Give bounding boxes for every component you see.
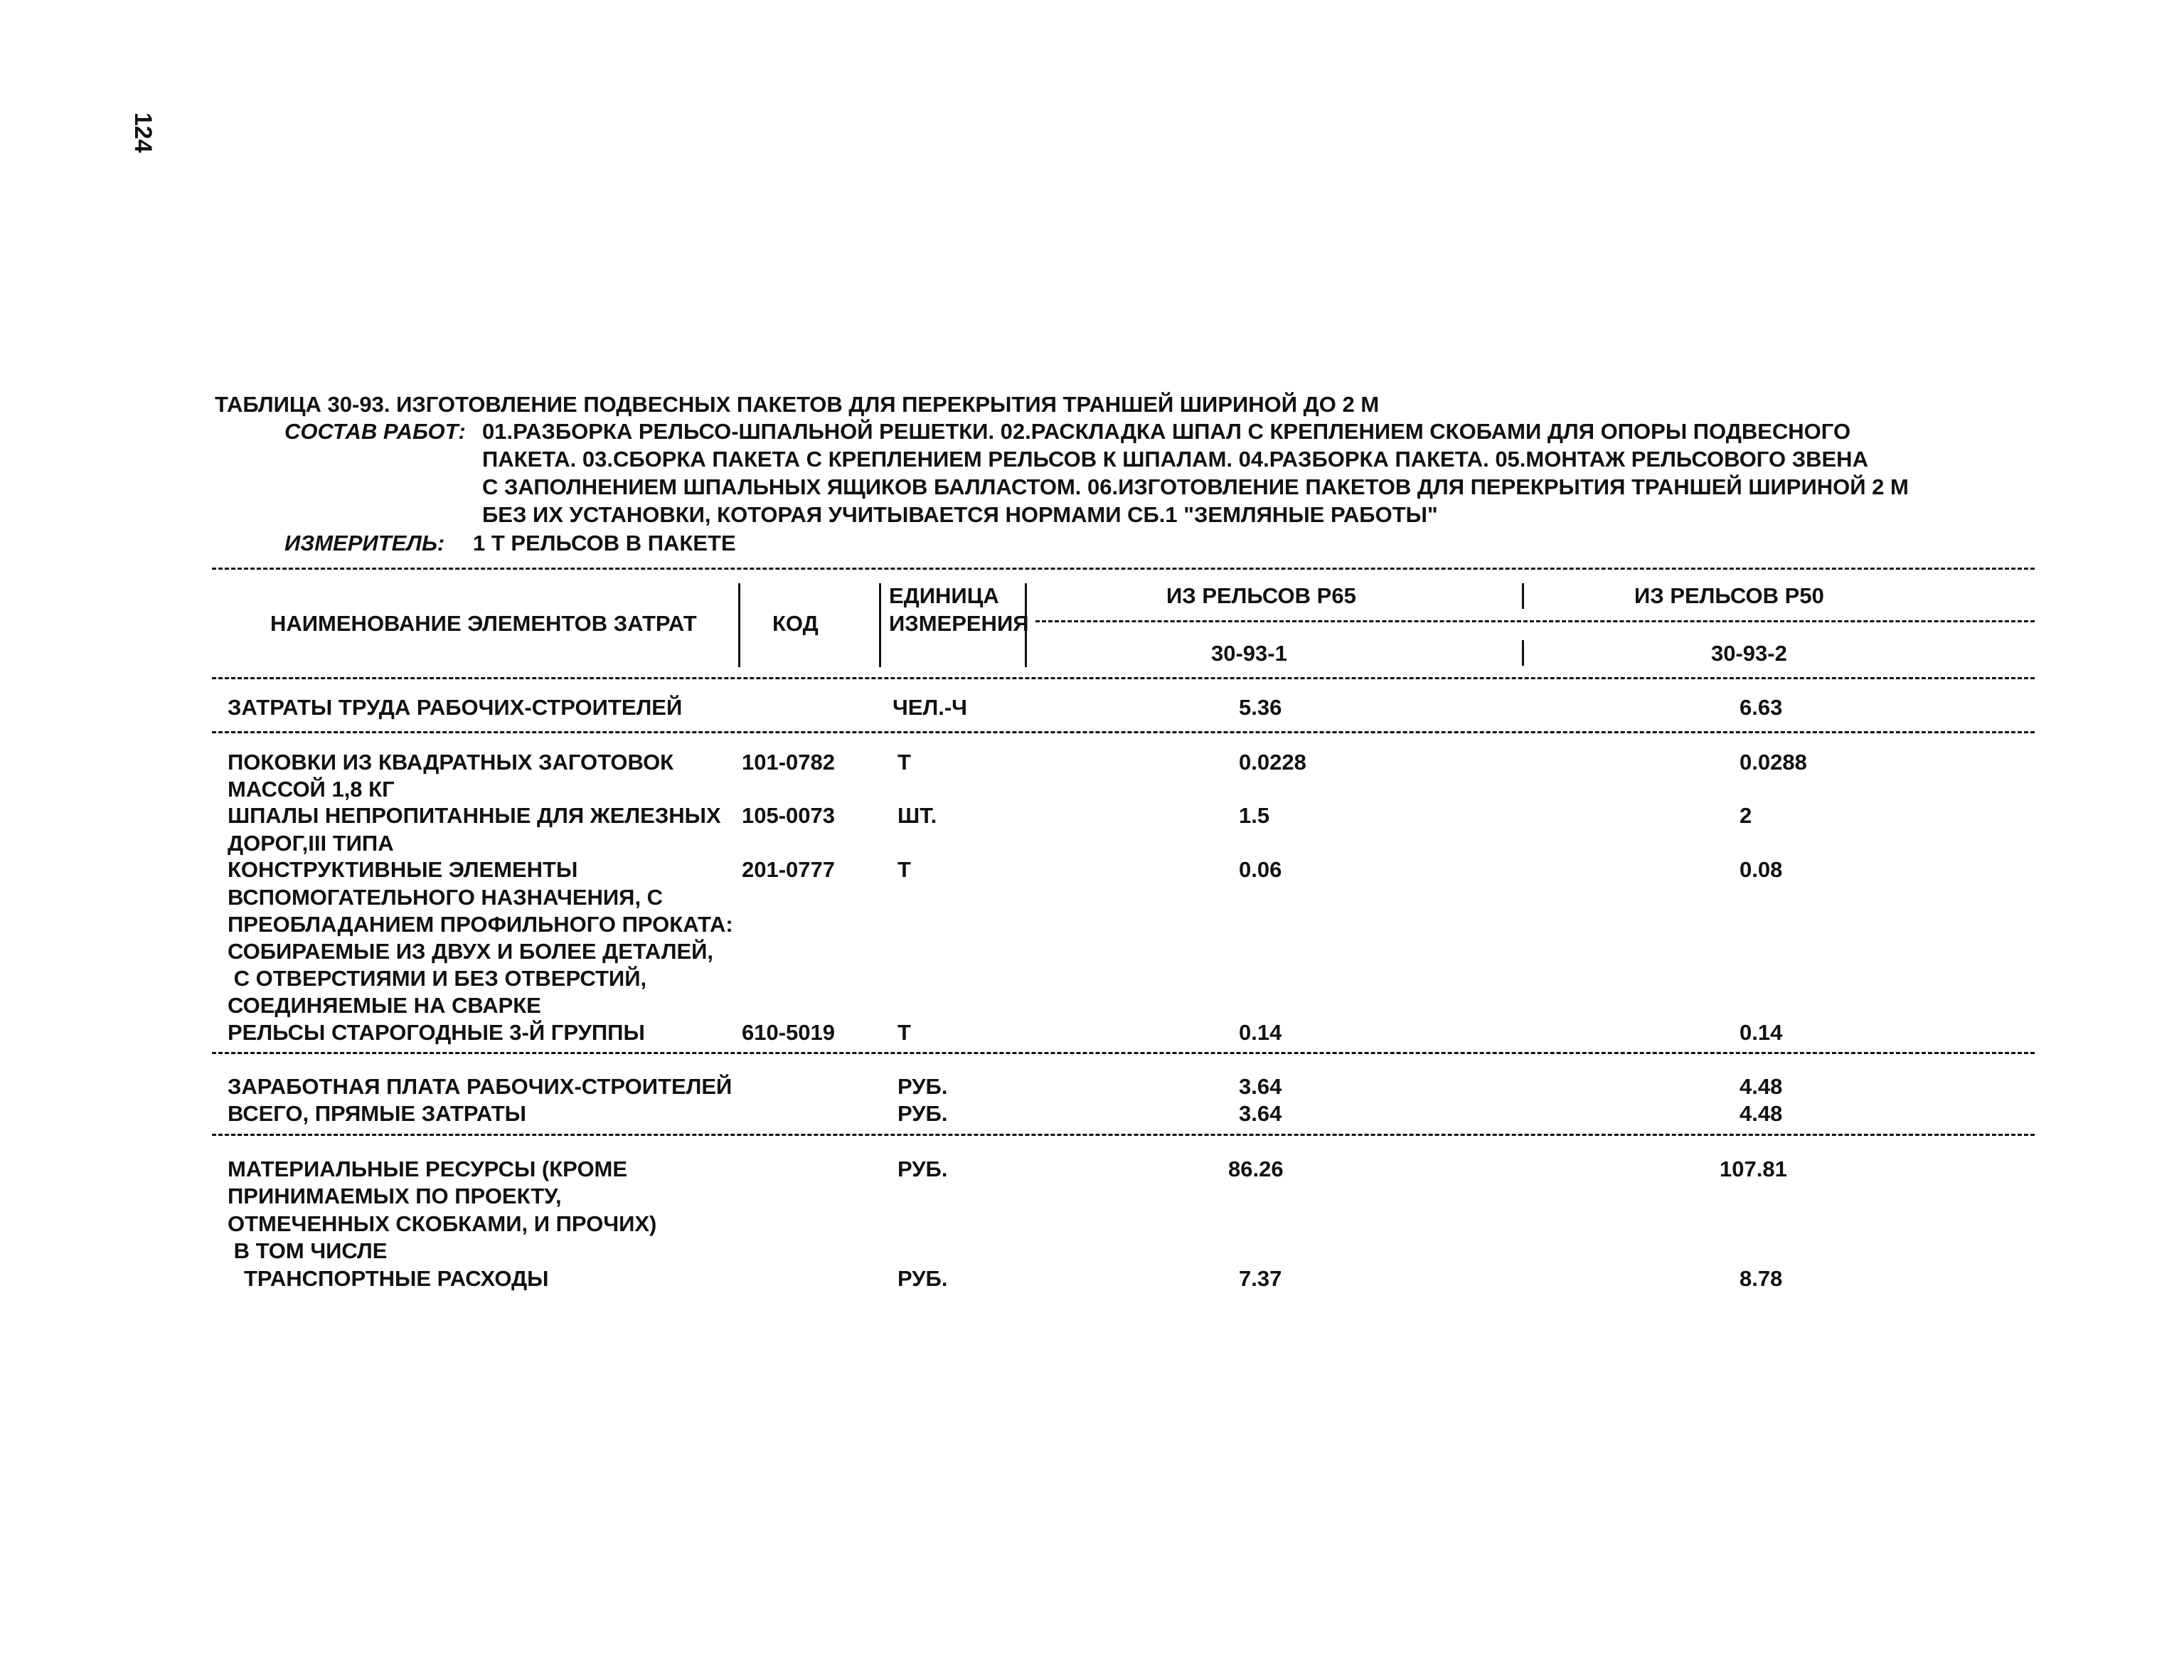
- row-forgings-code: 101-0782: [742, 750, 836, 775]
- header-col-30-93-1: 30-93-1: [1211, 641, 1287, 666]
- row-materials-v2: 107.81: [1720, 1157, 1787, 1181]
- row-structural-name-6: СОЕДИНЯЕМЫЕ НА СВАРКЕ: [228, 993, 541, 1018]
- row-labor-v2: 6.63: [1740, 695, 1783, 720]
- row-wages-unit: РУБ.: [897, 1074, 948, 1099]
- row-structural-name-1: КОНСТРУКТИВНЫЕ ЭЛЕМЕНТЫ: [228, 857, 578, 882]
- row-rails-name: РЕЛЬСЫ СТАРОГОДНЫЕ 3-Й ГРУППЫ: [228, 1020, 645, 1045]
- row-structural-name-2: ВСПОМОГАТЕЛЬНОГО НАЗНАЧЕНИЯ, С: [228, 885, 664, 910]
- measure-label: ИЗМЕРИТЕЛЬ:: [284, 531, 445, 555]
- table-title: ТАБЛИЦА 30-93. ИЗГОТОВЛЕНИЕ ПОДВЕСНЫХ ПАКЕТОВ ДЛЯ ПЕРЕКРЫТИЯ ТРАНШЕЙ ШИРИНОЙ ДО 2 М: [215, 392, 1380, 417]
- composition-line-4: БЕЗ ИХ УСТАНОВКИ, КОТОРАЯ УЧИТЫВАЕТСЯ НОРМАМИ СБ.1 "ЗЕМЛЯНЫЕ РАБОТЫ": [482, 502, 1438, 527]
- header-split-rule: [1035, 620, 2035, 622]
- header-bottom-rule: [212, 677, 2035, 679]
- row-wages-v2: 4.48: [1740, 1074, 1783, 1099]
- row-rails-v2: 0.14: [1740, 1020, 1783, 1045]
- row-structural-unit: Т: [897, 857, 911, 882]
- row-materials-unit: РУБ.: [897, 1157, 948, 1181]
- composition-line-1: 01.РАЗБОРКА РЕЛЬСО-ШПАЛЬНОЙ РЕШЕТКИ. 02.РАСКЛАДКА ШПАЛ С КРЕПЛЕНИЕМ СКОБАМИ ДЛЯ ОПОРЫ ПОДВЕСНОГО: [482, 419, 1851, 444]
- row-transport-v1: 7.37: [1239, 1266, 1282, 1291]
- row-structural-name-4: СОБИРАЕМЫЕ ИЗ ДВУХ И БОЛЕЕ ДЕТАЛЕЙ,: [228, 939, 714, 964]
- row-sleepers-name-2: ДОРОГ,III ТИПА: [228, 831, 394, 856]
- row-materials-name-3: ОТМЕЧЕННЫХ СКОБКАМИ, И ПРОЧИХ): [228, 1211, 657, 1236]
- row-labor-unit: ЧЕЛ.-Ч: [893, 695, 967, 720]
- row-transport-name: ТРАНСПОРТНЫЕ РАСХОДЫ: [244, 1266, 549, 1291]
- header-unit-line-2: ИЗМЕРЕНИЯ: [889, 611, 1029, 636]
- header-separator-name-code: [738, 583, 740, 667]
- row-forgings-v1: 0.0228: [1239, 750, 1306, 775]
- rule-after-costs: [212, 1134, 2035, 1136]
- row-materials-name-1: МАТЕРИАЛЬНЫЕ РЕСУРСЫ (КРОМЕ: [228, 1157, 628, 1181]
- row-forgings-name-1: ПОКОВКИ ИЗ КВАДРАТНЫХ ЗАГОТОВОК: [228, 750, 674, 775]
- row-rails-code: 610-5019: [742, 1020, 836, 1045]
- header-separator-cols: [1522, 640, 1524, 666]
- row-labor-name: ЗАТРАТЫ ТРУДА РАБОЧИХ-СТРОИТЕЛЕЙ: [228, 695, 683, 720]
- row-direct-name: ВСЕГО, ПРЯМЫЕ ЗАТРАТЫ: [228, 1101, 526, 1126]
- row-materials-v1: 86.26: [1228, 1157, 1284, 1181]
- header-code: КОД: [772, 611, 819, 636]
- header-separator-groups: [1522, 583, 1524, 609]
- row-materials-name-2: ПРИНИМАЕМЫХ ПО ПРОЕКТУ,: [228, 1184, 562, 1208]
- row-forgings-v2: 0.0288: [1740, 750, 1807, 775]
- table-top-rule: [212, 568, 2035, 570]
- row-structural-v1: 0.06: [1239, 857, 1282, 882]
- row-structural-name-5: С ОТВЕРСТИЯМИ И БЕЗ ОТВЕРСТИЙ,: [228, 966, 647, 991]
- row-structural-code: 201-0777: [742, 857, 836, 882]
- row-sleepers-name-1: ШПАЛЫ НЕПРОПИТАННЫЕ ДЛЯ ЖЕЛЕЗНЫХ: [228, 803, 721, 828]
- row-direct-v2: 4.48: [1740, 1101, 1783, 1126]
- page-number: 124: [129, 112, 156, 153]
- header-unit-line-1: ЕДИНИЦА: [889, 583, 999, 608]
- row-wages-v1: 3.64: [1239, 1074, 1282, 1099]
- row-sleepers-code: 105-0073: [742, 803, 836, 828]
- rule-after-resources: [212, 1052, 2035, 1054]
- composition-line-3: С ЗАПОЛНЕНИЕМ ШПАЛЬНЫХ ЯЩИКОВ БАЛЛАСТОМ. 06.ИЗГОТОВЛЕНИЕ ПАКЕТОВ ДЛЯ ПЕРЕКРЫТИЯ ТРАНШЕЙ ШИРИНОЙ 2 М: [482, 474, 1909, 499]
- measure-value: 1 Т РЕЛЬСОВ В ПАКЕТЕ: [473, 531, 736, 555]
- header-name: НАИМЕНОВАНИЕ ЭЛЕМЕНТОВ ЗАТРАТ: [270, 611, 697, 636]
- row-direct-v1: 3.64: [1239, 1101, 1282, 1126]
- row-rails-unit: Т: [897, 1020, 911, 1045]
- header-group-p50: ИЗ РЕЛЬСОВ Р50: [1634, 583, 1824, 608]
- row-forgings-unit: Т: [897, 750, 911, 775]
- row-transport-v2: 8.78: [1740, 1266, 1783, 1291]
- row-sleepers-v2: 2: [1740, 803, 1752, 828]
- row-materials-name-4: В ТОМ ЧИСЛЕ: [228, 1238, 388, 1263]
- row-sleepers-unit: ШТ.: [897, 803, 937, 828]
- row-transport-unit: РУБ.: [897, 1266, 948, 1291]
- row-rails-v1: 0.14: [1239, 1020, 1282, 1045]
- row-direct-unit: РУБ.: [897, 1101, 948, 1126]
- rule-after-labor: [212, 731, 2035, 733]
- row-structural-v2: 0.08: [1740, 857, 1783, 882]
- row-labor-v1: 5.36: [1239, 695, 1282, 720]
- header-col-30-93-2: 30-93-2: [1711, 641, 1787, 666]
- composition-line-2: ПАКЕТА. 03.СБОРКА ПАКЕТА С КРЕПЛЕНИЕМ РЕЛЬСОВ К ШПАЛАМ. 04.РАЗБОРКА ПАКЕТА. 05.МОНТАЖ РЕЛЬСОВОГО ЗВЕНА: [482, 447, 1868, 472]
- row-forgings-name-2: МАССОЙ 1,8 КГ: [228, 777, 395, 802]
- composition-label: СОСТАВ РАБОТ:: [284, 419, 466, 444]
- header-group-p65: ИЗ РЕЛЬСОВ Р65: [1166, 583, 1356, 608]
- row-structural-name-3: ПРЕОБЛАДАНИЕМ ПРОФИЛЬНОГО ПРОКАТА:: [228, 912, 733, 937]
- row-wages-name: ЗАРАБОТНАЯ ПЛАТА РАБОЧИХ-СТРОИТЕЛЕЙ: [228, 1074, 733, 1099]
- row-sleepers-v1: 1.5: [1239, 803, 1270, 828]
- header-separator-code-unit: [879, 583, 881, 667]
